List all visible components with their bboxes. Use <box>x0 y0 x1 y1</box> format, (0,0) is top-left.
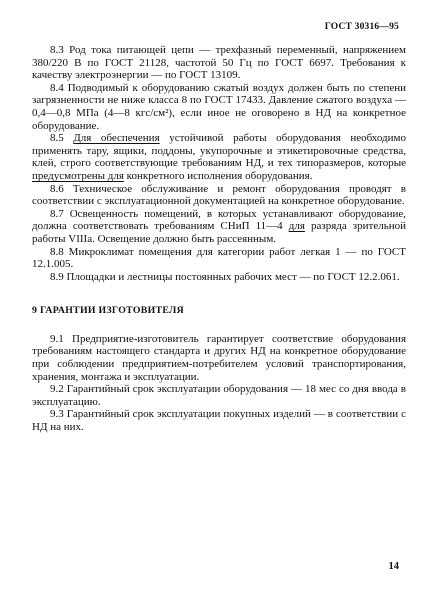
paragraph-9-1 <box>32 333 406 383</box>
paragraph-text: 9.2 Гарантийный срок эксплуатации оборудования — 18 мес со дня ввода в эксплуатацию. <box>32 383 406 408</box>
paragraph-text: устойчивой работы оборудования необходимо применять тару, ящики, поддоны, укупорочные и этикетировочные средства, клей, строго соответствующие требованиям НД, и тех типоразмеров, которые <box>32 132 406 170</box>
paragraph-9-3 <box>32 408 406 433</box>
page-number: 14 <box>388 561 399 572</box>
paragraph-text: разряда зрительной работы VIIIа. Освещение должно быть рассеянным. <box>32 220 406 245</box>
paragraph-8-3 <box>32 44 406 82</box>
underlined-text: Для обеспечения <box>73 132 160 145</box>
paragraph-8-6 <box>32 183 406 208</box>
section-title-manufacturer-warranty: 9 ГАРАНТИИ ИЗГОТОВИТЕЛЯ <box>32 305 185 317</box>
underlined-text: для <box>288 220 305 233</box>
paragraph-text: 9.3 Гарантийный срок эксплуатации покупных изделий — в соответствии с НД на них. <box>32 408 406 434</box>
paragraph-text: 8.9 Площадки и лестницы постоянных рабочих мест — по ГОСТ 12.2.061. <box>50 270 400 283</box>
document-body <box>32 44 406 434</box>
paragraph-8-9 <box>32 271 406 284</box>
paragraph-text: 8.5 <box>50 132 74 145</box>
paragraph-text: 9.1 Предприятие-изготовитель гарантирует соответствие оборудования требованиям настоящего стандарта и других НД на конкретное оборудование при соблюдении предприятием-потребителем условий транспортирования, хранения, монтажа и эксплуатации. <box>32 332 406 383</box>
paragraph-8-7 <box>32 208 406 246</box>
paragraph-8-5 <box>32 132 406 182</box>
paragraph-9-2 <box>32 383 406 408</box>
underlined-text: предусмотрены для <box>32 169 124 182</box>
document-code-header: ГОСТ 30316—95 <box>324 22 399 32</box>
paragraph-text: 8.7 Освещенность помещений, в которых устанавливают оборудование, должна соответствовать требованиям СНиП 11—4 <box>32 207 406 233</box>
paragraph-text: 8.6 Техническое обслуживание и ремонт оборудования проводят в соответствии с эксплуатационной документацией на конкретное оборудование. <box>32 182 406 208</box>
paragraph-text: 8.4 Подводимый к оборудованию сжатый воздух должен быть по степени загрязненности не ниже класса 8 по ГОСТ 17433. Давление сжатого воздуха — 0,4—0,8 МПа (4—8 кгс/см²), если иное не оговорено в НД на конкретное оборудование. <box>32 81 406 132</box>
paragraph-text: 8.8 Микроклимат помещения для категории работ легкая 1 — по ГОСТ 12.1.005. <box>32 245 406 271</box>
paragraph-8-4 <box>32 82 406 132</box>
paragraph-text: конкретного исполнения оборудования. <box>123 169 313 182</box>
paragraph-8-8 <box>32 246 406 271</box>
paragraph-text: 8.3 Род тока питающей цепи — трехфазный переменный, напряжением 380/220 В по ГОСТ 21128, частотой 50 Гц по ГОСТ 6697. Требования к качеству электроэнергии — по ГОСТ 13109. <box>32 44 406 82</box>
